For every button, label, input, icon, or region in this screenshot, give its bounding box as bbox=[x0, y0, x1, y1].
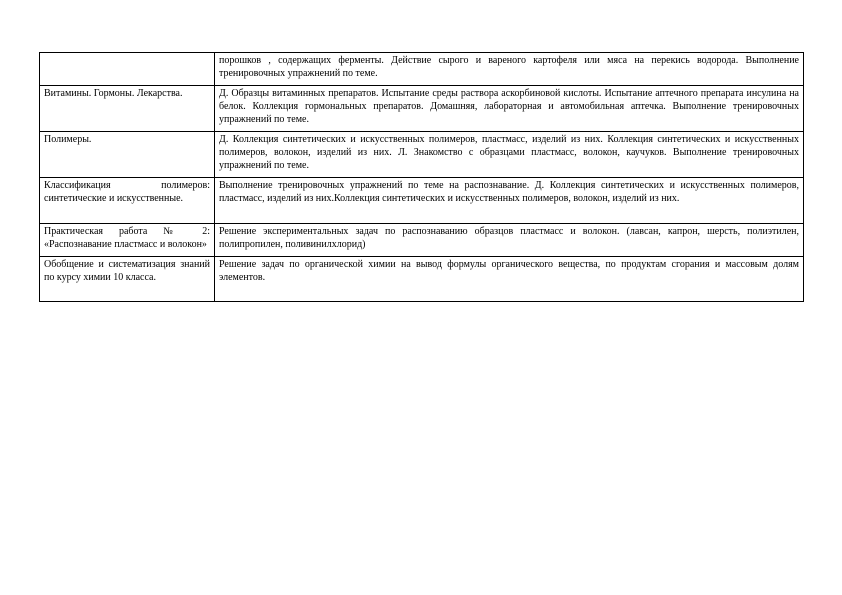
content-cell: Решение экспериментальных задач по распознаванию образцов пластмасс и волокон. (лавсан, капрон, шерсть, полиэтилен, полипропилен, поливинилхлорид) bbox=[215, 224, 804, 257]
topic-cell: Практическая работа № 2: «Распознавание пластмасс и волокон» bbox=[40, 224, 215, 257]
table-row bbox=[40, 132, 804, 178]
content-cell: порошков , содержащих ферменты. Действие сырого и вареного картофеля или мяса на перекись водорода. Выполнение тренировочных упражнений по теме. bbox=[215, 53, 804, 86]
content-cell: Решение задач по органической химии на вывод формулы органического вещества, по продуктам сгорания и массовым долям элементов. bbox=[215, 257, 804, 302]
topic-cell: Классификация полимеров: синтетические и искусственные. bbox=[40, 178, 215, 224]
table-row bbox=[40, 257, 804, 302]
topic-cell: Полимеры. bbox=[40, 132, 215, 178]
table-row bbox=[40, 53, 804, 86]
table-row bbox=[40, 86, 804, 132]
content-cell: Д. Образцы витаминных препаратов. Испытание среды раствора аскорбиновой кислоты. Испытание аптечного препарата инсулина на белок. Коллекция гормональных препаратов. Домашняя, лабораторная и автомобильная аптечка. Выполнение тренировочных упражнений по теме. bbox=[215, 86, 804, 132]
table-row bbox=[40, 224, 804, 257]
topic-cell: Витамины. Гормоны. Лекарства. bbox=[40, 86, 215, 132]
table-row bbox=[40, 178, 804, 224]
topic-cell: Обобщение и систематизация знаний по курсу химии 10 класса. bbox=[40, 257, 215, 302]
topic-cell bbox=[40, 53, 215, 86]
content-cell: Д. Коллекция синтетических и искусственных полимеров, пластмасс, изделий из них. Коллекция синтетических и искусственных полимеров, волокон, изделий из них. Л. Знакомство с образцами пластмасс, волокон, каучуков. Выполнение тренировочных упражнений по теме. bbox=[215, 132, 804, 178]
lesson-plan-table bbox=[39, 52, 804, 302]
content-cell: Выполнение тренировочных упражнений по теме на распознавание. Д. Коллекция синтетических и искусственных полимеров, пластмасс, изделий из них.Коллекция синтетических и искусственных полимеров, волокон, изделий из них. bbox=[215, 178, 804, 224]
